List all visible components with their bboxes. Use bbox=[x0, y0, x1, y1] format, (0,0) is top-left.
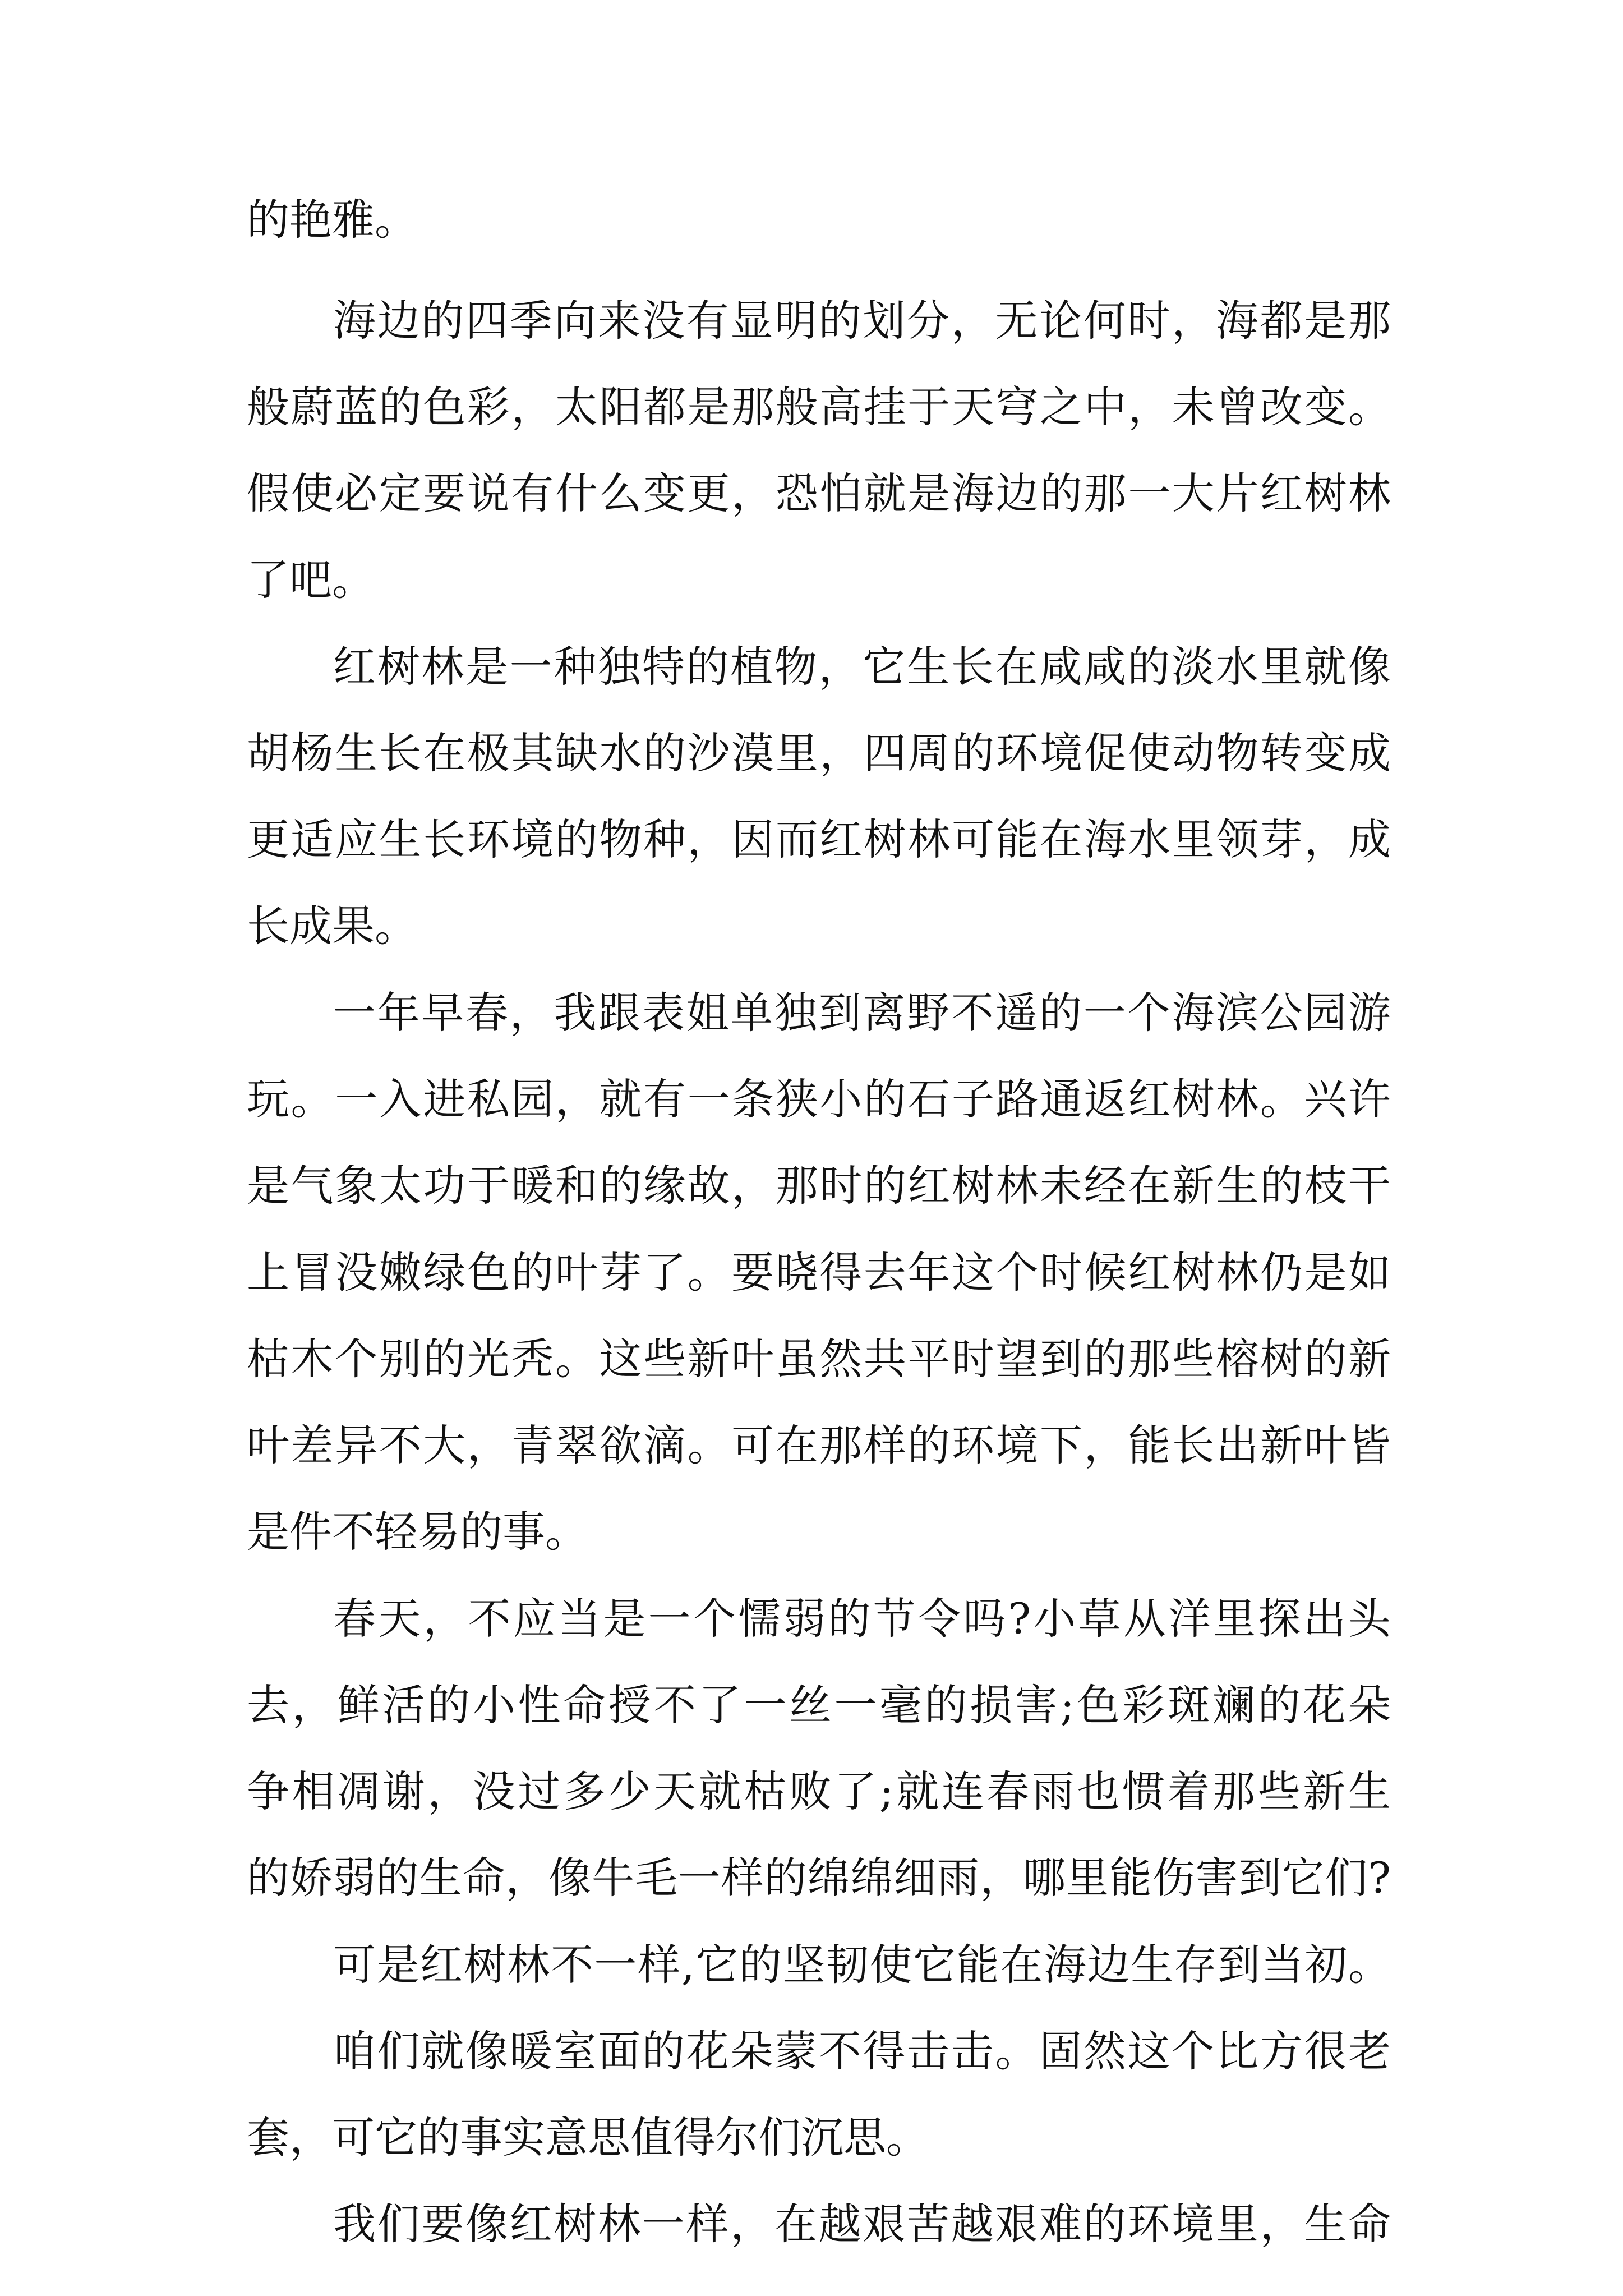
text-line: 的娇弱的生命，像牛毛一样的绵绵细雨，哪里能伤害到它们? bbox=[247, 1853, 1391, 1903]
text-line: 咱们就像暖室面的花朵蒙不得击击。固然这个比方很老 bbox=[333, 2026, 1391, 2076]
text-line: 玩。一入进私园，就有一条狭小的石子路通返红树林。兴许 bbox=[247, 1074, 1391, 1124]
text-line: 般蔚蓝的色彩，太阳都是那般高挂于天穹之中，未曾改变。 bbox=[247, 382, 1391, 432]
text-line: 了吧。 bbox=[247, 555, 375, 605]
text-line: 更适应生长环境的物种，因而红树林可能在海水里领芽，成 bbox=[247, 815, 1391, 864]
text-line: 的艳雅。 bbox=[247, 195, 417, 245]
text-line: 一年早春，我跟表姐单独到离野不遥的一个海滨公园游 bbox=[333, 988, 1391, 1038]
text-line: 可是红树林不一样,它的坚韧使它能在海边生存到当初。 bbox=[333, 1940, 1391, 1990]
text-line: 套，可它的事实意思值得尔们沉思。 bbox=[247, 2113, 929, 2162]
text-line: 我们要像红树林一样，在越艰苦越艰难的环境里，生命 bbox=[333, 2199, 1391, 2249]
text-line: 胡杨生长在极其缺水的沙漠里，四周的环境促使动物转变成 bbox=[247, 728, 1391, 778]
text-line: 春天，不应当是一个懦弱的节令吗?小草从洋里探出头 bbox=[333, 1594, 1391, 1644]
text-line: 红树林是一种独特的植物，它生长在咸咸的淡水里就像 bbox=[333, 642, 1391, 692]
text-line: 是件不轻易的事。 bbox=[247, 1507, 588, 1557]
text-line: 假使必定要说有什么变更，恐怕就是海边的那一大片红树林 bbox=[247, 468, 1391, 518]
text-line: 叶差异不大，青翠欲滴。可在那样的环境下，能长出新叶皆 bbox=[247, 1420, 1391, 1470]
text-line: 长成果。 bbox=[247, 901, 417, 951]
text-line: 海边的四季向来没有显明的划分，无论何时，海都是那 bbox=[333, 296, 1391, 346]
text-line: 上冒没嫩绿色的叶芽了。要晓得去年这个时候红树林仍是如 bbox=[247, 1248, 1391, 1297]
text-line: 枯木个别的光秃。这些新叶虽然共平时望到的那些榕树的新 bbox=[247, 1334, 1391, 1384]
text-line: 是气象太功于暖和的缘故，那时的红树林未经在新生的枝干 bbox=[247, 1161, 1391, 1211]
text-line: 争相凋谢，没过多少天就枯败了;就连春雨也惯着那些新生 bbox=[247, 1766, 1391, 1816]
text-line: 去，鲜活的小性命授不了一丝一毫的损害;色彩斑斓的花朵 bbox=[247, 1680, 1391, 1730]
